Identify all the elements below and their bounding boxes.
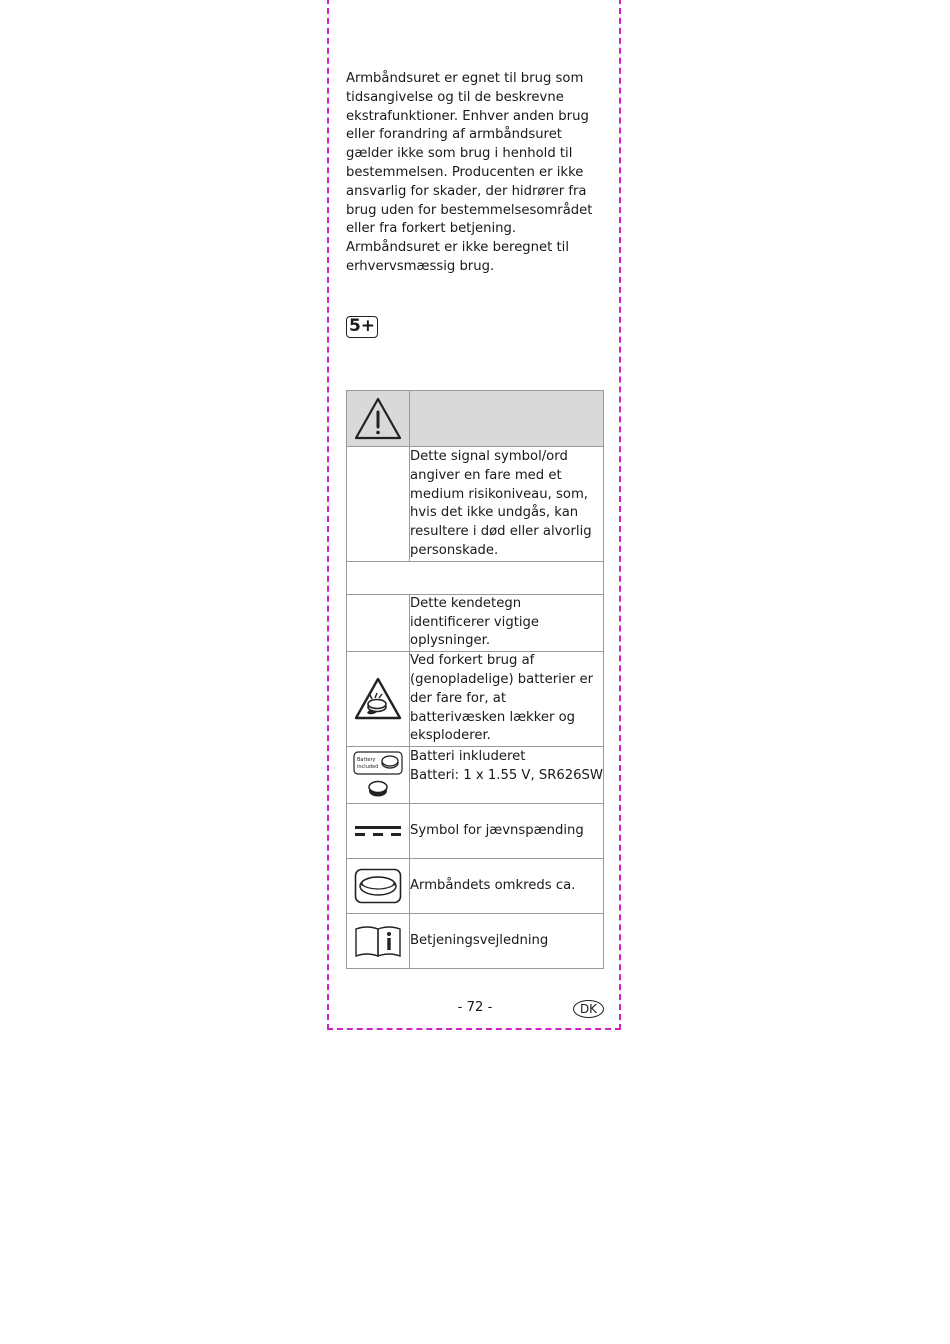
table-row: [347, 652, 604, 747]
age-badge: 5+: [346, 316, 378, 338]
table-row: [347, 747, 604, 804]
svg-text:Battery: Battery: [357, 757, 376, 764]
table-row: [347, 914, 604, 969]
important-info-description: Dette kendetegn identificerer vigtige oplysninger.: [410, 594, 604, 651]
direct-current-icon: [347, 804, 410, 859]
dc-description: Symbol for jævnspænding: [410, 804, 604, 859]
page-number: - 72 -: [457, 1000, 493, 1015]
battery-hazard-description: Ved forkert brug af (genopladelige) batterier er der fare for, at batterivæsken lækker og eksploderer.: [410, 652, 604, 747]
table-row: [347, 804, 604, 859]
wristband-circumference-icon: [347, 859, 410, 914]
battery-hazard-icon: [347, 652, 410, 747]
circumference-description: Armbåndets omkreds ca.: [410, 859, 604, 914]
symbols-table: [346, 390, 604, 969]
warning-description: Dette signal symbol/ord angiver en fare med et medium risikoniveau, som, hvis det ikke undgås, kan resultere i død eller alvorlig personskade.: [410, 447, 604, 562]
country-code-badge: DK: [573, 1000, 604, 1018]
battery-included-label: Batteri inkluderet: [410, 749, 526, 765]
table-row: [347, 859, 604, 914]
battery-spec: Batteri: 1 x 1.55 V, SR626SW: [410, 767, 603, 783]
battery-included-icon: [347, 747, 410, 804]
svg-text:included: included: [357, 764, 379, 771]
intended-use-text: Armbåndsuret er egnet til brug som tidsangivelse og til de beskrevne ekstrafunktioner. Enhver anden brug eller forandring af armbåndsuret gælder ikke som brug i henhold til bestemmelsen. Producenten er ikke ansvarlig for skader, der hidrører fra brug uden for bestemmelsesområdet eller fra forkert betjening. Armbåndsuret er ikke beregnet til erhvervsmæssig brug.: [346, 71, 593, 274]
header-label-cell: [410, 391, 604, 447]
table-row: [347, 594, 604, 651]
table-row-spacer: [347, 561, 604, 594]
warning-triangle-icon: [347, 391, 410, 447]
table-header-row: [347, 391, 604, 447]
table-row: [347, 447, 604, 562]
manual-book-icon: [347, 914, 410, 969]
manual-description: Betjeningsvejledning: [410, 914, 604, 969]
battery-included-description: [410, 747, 604, 804]
